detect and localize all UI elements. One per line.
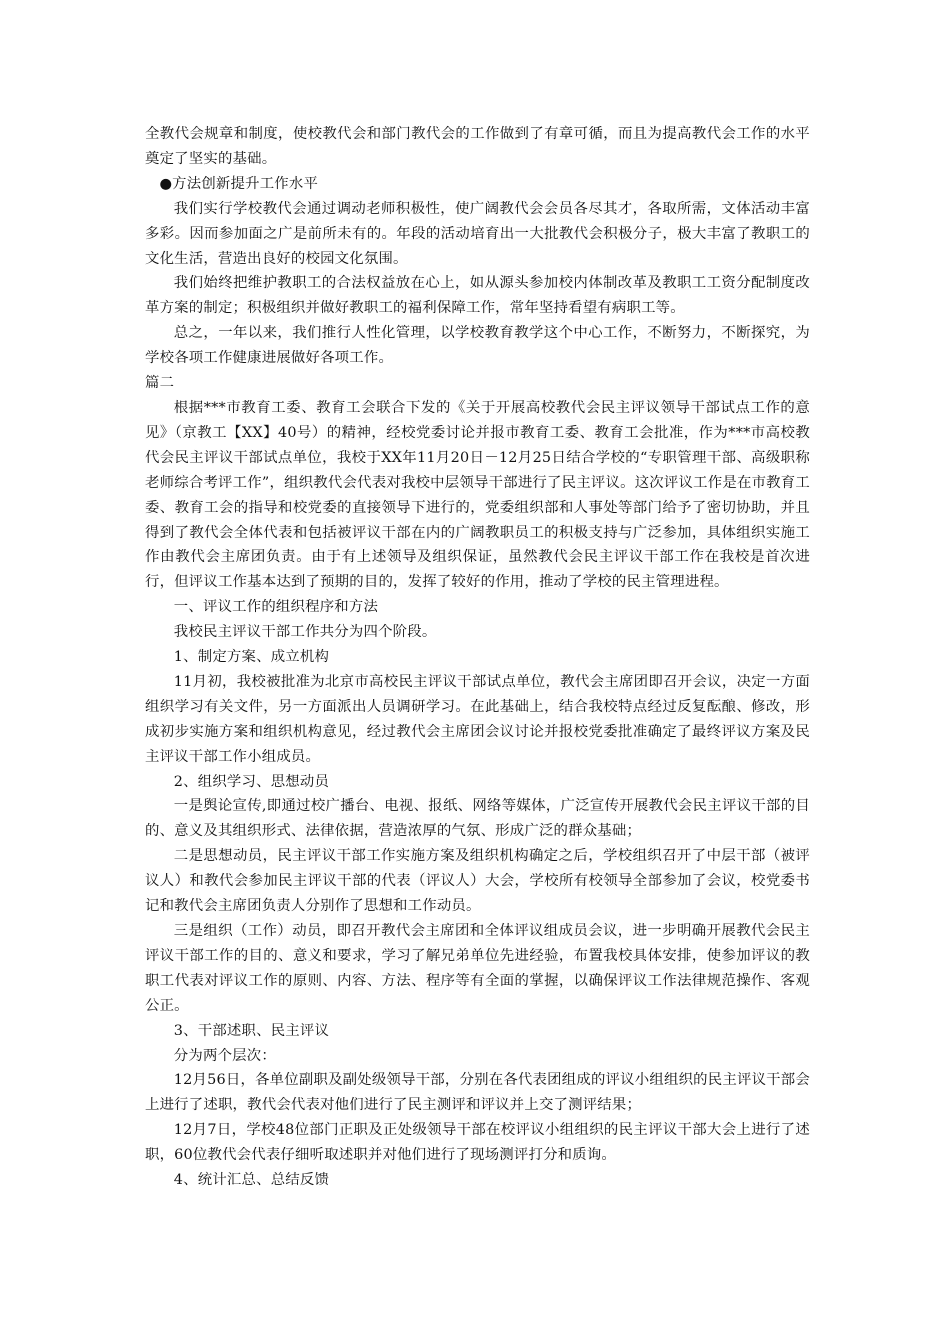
paragraph-5: 总之，一年以来，我们推行人性化管理，以学校教育教学这个中心工作，不断努力，不断探究，为学校各项工作健康进展做好各项工作。	[145, 325, 810, 367]
paragraph-4: 我们始终把维护教职工的合法权益放在心上，如从源头参加校内体制改革及教职工工资分配制度改革方案的制定；积极组织并做好教职工的福利保障工作，常年坚持看望有病职工等。	[145, 275, 810, 317]
paragraph-18: 12月56日，各单位副职及副处级领导干部，分别在各代表团组成的评议小组组织的民主评议干部会上进行了述职，教代会代表对他们进行了民主测评和评议并上交了测评结果；	[145, 1072, 810, 1114]
paragraph-11: 11月初，我校被批准为北京市高校民主评议干部试点单位，教代会主席团即召开会议，决定一方面组织学习有关文件，另一方面派出人员调研学习。在此基础上，结合我校特点经过反复酝酿、修改，形成初步实施方案和组织机构意见，经过教代会主席团会议讨论并报校党委批准确定了最终评议方案及民主评议干部工作小组成员。	[145, 673, 810, 765]
paragraph-15: 三是组织（工作）动员，即召开教代会主席团和全体评议组成员会议，进一步明确开展教代会民主评议干部工作的目的、意义和要求，学习了解兄弟单位先进经验，布置我校具体安排，使参加评议的教职工代表对评议工作的原则、内容、方法、程序等有全面的掌握，以确保评议工作法律规范操作、客观公正。	[145, 923, 810, 1014]
paragraph-1: 全教代会规章和制度，使校教代会和部门教代会的工作做到了有章可循，而且为提高教代会工作的水平奠定了坚实的基础。	[145, 126, 810, 167]
paragraph-13: 一是舆论宣传,即通过校广播台、电视、报纸、网络等媒体，广泛宣传开展教代会民主评议干部的目的、意义及其组织形式、法律依据，营造浓厚的气氛、形成广泛的群众基础；	[145, 798, 810, 840]
subheading-2: 2、组织学习、思想动员	[173, 773, 330, 790]
subheading-4: 4、统计汇总、总结反馈	[173, 1172, 330, 1189]
paragraph-7: 根据***市教育工委、教育工会联合下发的《关于开展高校教代会民主评议领导干部试点工作的意见》（京教工【XX】40号）的精神，经校党委讨论并报市教育工委、教育工会批准，作为***市高校教代会民主评议干部试点单位，我校于XX年11月20日－12月25日结合学校的“专职管理干部、高级职称老师综合考评工作”，组织教代会代表对我校中层领导干部进行了民主评议。这次评议工作是在市教育工委、教育工会的指导和校党委的直接领导下进行的，党委组织部和人事处等部门给予了密切协助，并且得到了教代会全体代表和包括被评议干部在内的广阔教职员工的积极支持与广泛参加，具体组织实施工作由教代会主席团负责。由于有上述领导及组织保证，虽然教代会民主评议干部工作在我校是首次进行，但评议工作基本达到了预期的目的，发挥了较好的作用，推动了学校的民主管理进程。	[145, 399, 810, 591]
paragraph-9: 我校民主评议干部工作共分为四个阶段。	[173, 624, 437, 641]
subheading-3: 3、干部述职、民主评议	[173, 1022, 330, 1039]
heading-1: 一、评议工作的组织程序和方法	[173, 599, 379, 616]
paragraph-3: 我们实行学校教代会通过调动老师积极性，使广阔教代会会员各尽其才，各取所需，文体活动丰富多彩。因而参加面之广是前所未有的。年段的活动培育出一大批教代会积极分子，极大丰富了教职工的文化生活，营造出良好的校园文化氛围。	[145, 200, 810, 267]
section-title-part-two: 篇二	[145, 375, 175, 392]
subheading-1: 1、制定方案、成立机构	[173, 649, 330, 666]
paragraph-19: 12月7日，学校48位部门正职及正处级领导干部在校评议小组组织的民主评议干部大会上进行了述职，60位教代会代表仔细听取述职并对他们进行了现场测评打分和质询。	[145, 1122, 810, 1164]
document-page	[145, 122, 810, 1193]
paragraph-14: 二是思想动员，民主评议干部工作实施方案及组织机构确定之后，学校组织召开了中层干部（被评议人）和教代会参加民主评议干部的代表（评议人）大会，学校所有校领导全部参加了会议，校党委书记和教代会主席团负责人分别作了思想和工作动员。	[145, 848, 810, 915]
paragraph-17: 分为两个层次：	[173, 1047, 276, 1064]
section-heading-method: ●方法创新提升工作水平	[159, 175, 319, 192]
